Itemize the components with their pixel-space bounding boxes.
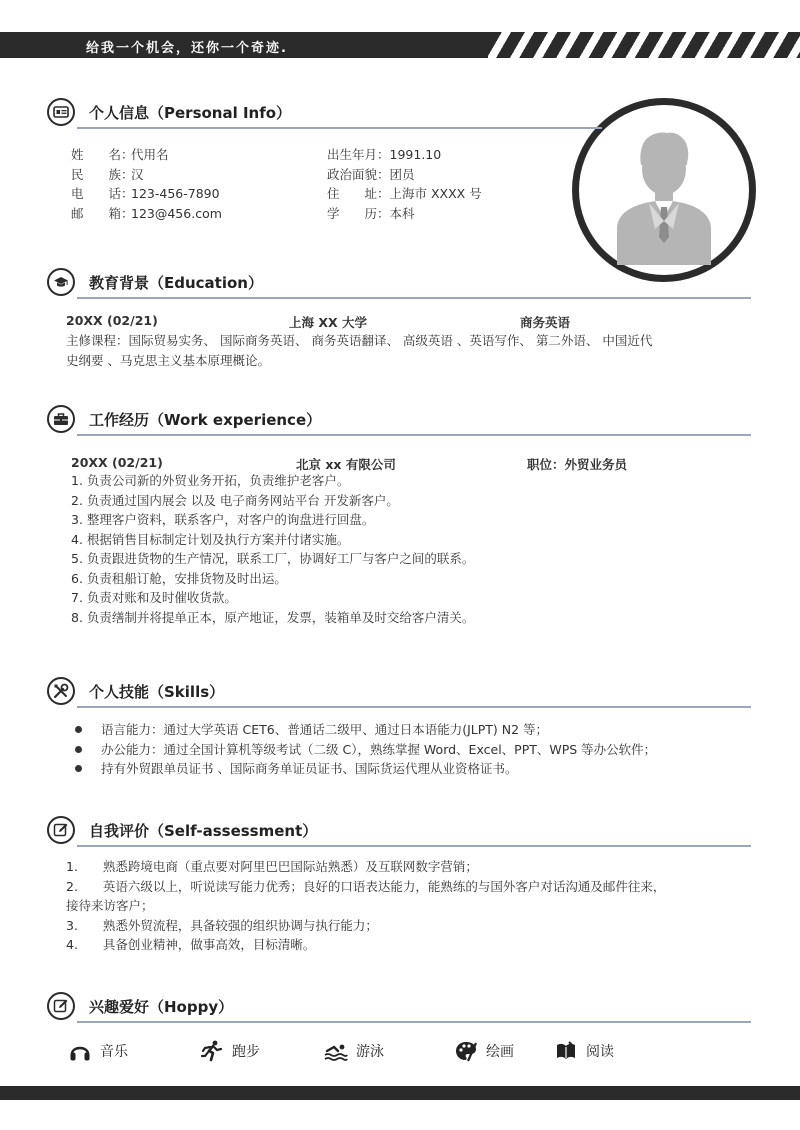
list-item: 4. 根据销售目标制定计划及执行方案并付诸实施。 <box>71 531 350 547</box>
running-icon <box>200 1039 224 1063</box>
education-courses <box>66 331 652 370</box>
hobby-music <box>68 1038 128 1064</box>
info-value: 团员 <box>389 166 415 182</box>
info-label: 学 历： <box>327 205 390 221</box>
work-duties <box>71 471 474 627</box>
education-school: 上海 XX 大学 <box>289 315 367 330</box>
education-major: 商务英语 <box>520 315 571 330</box>
hobby-label: 游泳 <box>356 1044 384 1060</box>
section-rule <box>77 706 751 708</box>
palette-icon <box>454 1039 478 1063</box>
list-item <box>71 759 656 779</box>
list-item: 2. 英语六级以上，听说读写能力优秀；良好的口语表达能力，能熟练的与国外客户对话沟通及邮件往来， <box>66 878 666 894</box>
section-title: 教育背景（Education） <box>89 274 263 292</box>
section-title: 工作经历（Work experience） <box>89 411 322 429</box>
info-row <box>71 165 531 185</box>
personal-info-grid <box>71 145 531 223</box>
graduation-cap-icon <box>47 268 75 296</box>
bottom-bar <box>0 1086 800 1100</box>
section-hobbies <box>47 992 751 1022</box>
self-assessment-list <box>66 857 665 955</box>
section-skills <box>47 677 751 707</box>
list-item: 4. 具备创业精神，做事高效，目标清晰。 <box>66 937 316 952</box>
top-banner <box>0 32 800 58</box>
info-label: 住 址： <box>327 186 390 201</box>
person-icon <box>609 125 719 265</box>
bullet-icon <box>75 726 82 733</box>
section-rule <box>77 297 751 299</box>
hobby-label: 绘画 <box>486 1044 514 1060</box>
info-value: 上海市 XXXX 号 <box>389 186 482 201</box>
list-item: 3. 整理客户资料，联系客户，对客户的询盘进行回盘。 <box>71 512 375 527</box>
list-item: 3. 熟悉外贸流程，具备较强的组织协调与执行能力； <box>66 917 378 933</box>
section-work <box>47 405 751 435</box>
hobby-label: 跑步 <box>232 1044 260 1060</box>
section-personal-info <box>47 98 751 128</box>
section-rule <box>77 434 751 436</box>
work-position: 职位：外贸业务员 <box>527 457 628 472</box>
list-item: 接待来访客户； <box>66 898 154 913</box>
list-item: 1. 熟悉跨境电商（重点要对阿里巴巴国际站熟悉）及互联网数字营销； <box>66 859 478 874</box>
info-row <box>71 204 531 224</box>
info-label: 邮 箱： <box>71 205 134 221</box>
list-item <box>71 740 656 760</box>
list-item <box>71 720 656 740</box>
hobby-label: 音乐 <box>100 1044 128 1060</box>
banner-stripes <box>488 32 800 58</box>
info-label: 出生年月： <box>327 147 390 162</box>
section-education <box>47 268 751 298</box>
section-rule <box>77 1021 751 1023</box>
info-label: 姓 名： <box>71 147 134 162</box>
hobby-label: 阅读 <box>586 1044 614 1060</box>
section-rule <box>77 845 751 847</box>
courses-line: 史纲要 、马克思主义基本原理概论。 <box>66 352 270 368</box>
section-title: 兴趣爱好（Hoppy） <box>89 998 234 1016</box>
skill-text: 办公能力：通过全国计算机等级考试（二级 C），熟练掌握 Word、Excel、PPT、WPS 等办公软件； <box>101 741 657 757</box>
banner-slogan: 给我一个机会，还你一个奇迹. <box>86 41 288 56</box>
list-item: 6. 负责租船订舱，安排货物及时出运。 <box>71 570 287 586</box>
id-card-icon <box>47 98 75 126</box>
edit-icon <box>47 992 75 1020</box>
hobby-reading <box>554 1038 614 1064</box>
list-item: 7. 负责对账和及时催收货款。 <box>71 590 237 605</box>
list-item: 8. 负责缮制并将提单正本，原产地证，发票，装箱单及时交给客户清关。 <box>71 609 475 625</box>
info-label: 电 话： <box>71 186 134 201</box>
info-value: 123-456-7890 <box>131 186 220 201</box>
info-row <box>71 184 531 204</box>
tools-icon <box>47 677 75 705</box>
skills-list <box>71 720 656 779</box>
list-item: 2. 负责通过国内展会 以及 电子商务网站平台 开发新客户。 <box>71 492 399 508</box>
courses-line: 主修课程：国际贸易实务、 国际商务英语、 商务英语翻译、 高级英语 、英语写作、 第二外语、 中国近代 <box>66 333 653 348</box>
skill-text: 语言能力：通过大学英语 CET6、普通话二级甲、通过日本语能力(JLPT) N2 等； <box>101 722 549 737</box>
skill-text: 持有外贸跟单员证书 、国际商务单证员证书、国际货运代理从业资格证书。 <box>101 761 518 776</box>
section-rule <box>77 127 602 129</box>
hobby-running <box>200 1038 260 1064</box>
hobby-painting <box>454 1038 514 1064</box>
section-self-assessment <box>47 816 751 846</box>
hobby-swimming <box>324 1038 384 1064</box>
education-date: 20XX (02/21) <box>66 313 158 328</box>
section-title: 个人信息（Personal Info） <box>89 104 292 122</box>
briefcase-icon <box>47 405 75 433</box>
info-label: 政治面貌： <box>327 166 390 182</box>
info-row <box>71 145 531 165</box>
info-value: 代用名 <box>131 147 169 162</box>
work-company: 北京 xx 有限公司 <box>296 457 396 472</box>
headphones-icon <box>68 1039 92 1063</box>
info-value: 本科 <box>389 205 415 221</box>
info-label: 民 族： <box>71 166 134 182</box>
list-item: 1. 负责公司新的外贸业务开拓，负责维护老客户。 <box>71 473 350 488</box>
bullet-icon <box>75 765 82 772</box>
list-item: 5. 负责跟进货物的生产情况，联系工厂，协调好工厂与客户之间的联系。 <box>71 551 475 566</box>
info-value: 汉 <box>131 166 144 182</box>
book-icon <box>554 1039 578 1063</box>
edit-icon <box>47 816 75 844</box>
bullet-icon <box>75 746 82 753</box>
section-title: 自我评价（Self-assessment） <box>89 822 318 840</box>
work-date: 20XX (02/21) <box>71 455 163 470</box>
section-title: 个人技能（Skills） <box>89 683 225 701</box>
info-value: 123@456.com <box>131 205 222 221</box>
swimming-icon <box>324 1039 348 1063</box>
info-value: 1991.10 <box>389 147 442 162</box>
